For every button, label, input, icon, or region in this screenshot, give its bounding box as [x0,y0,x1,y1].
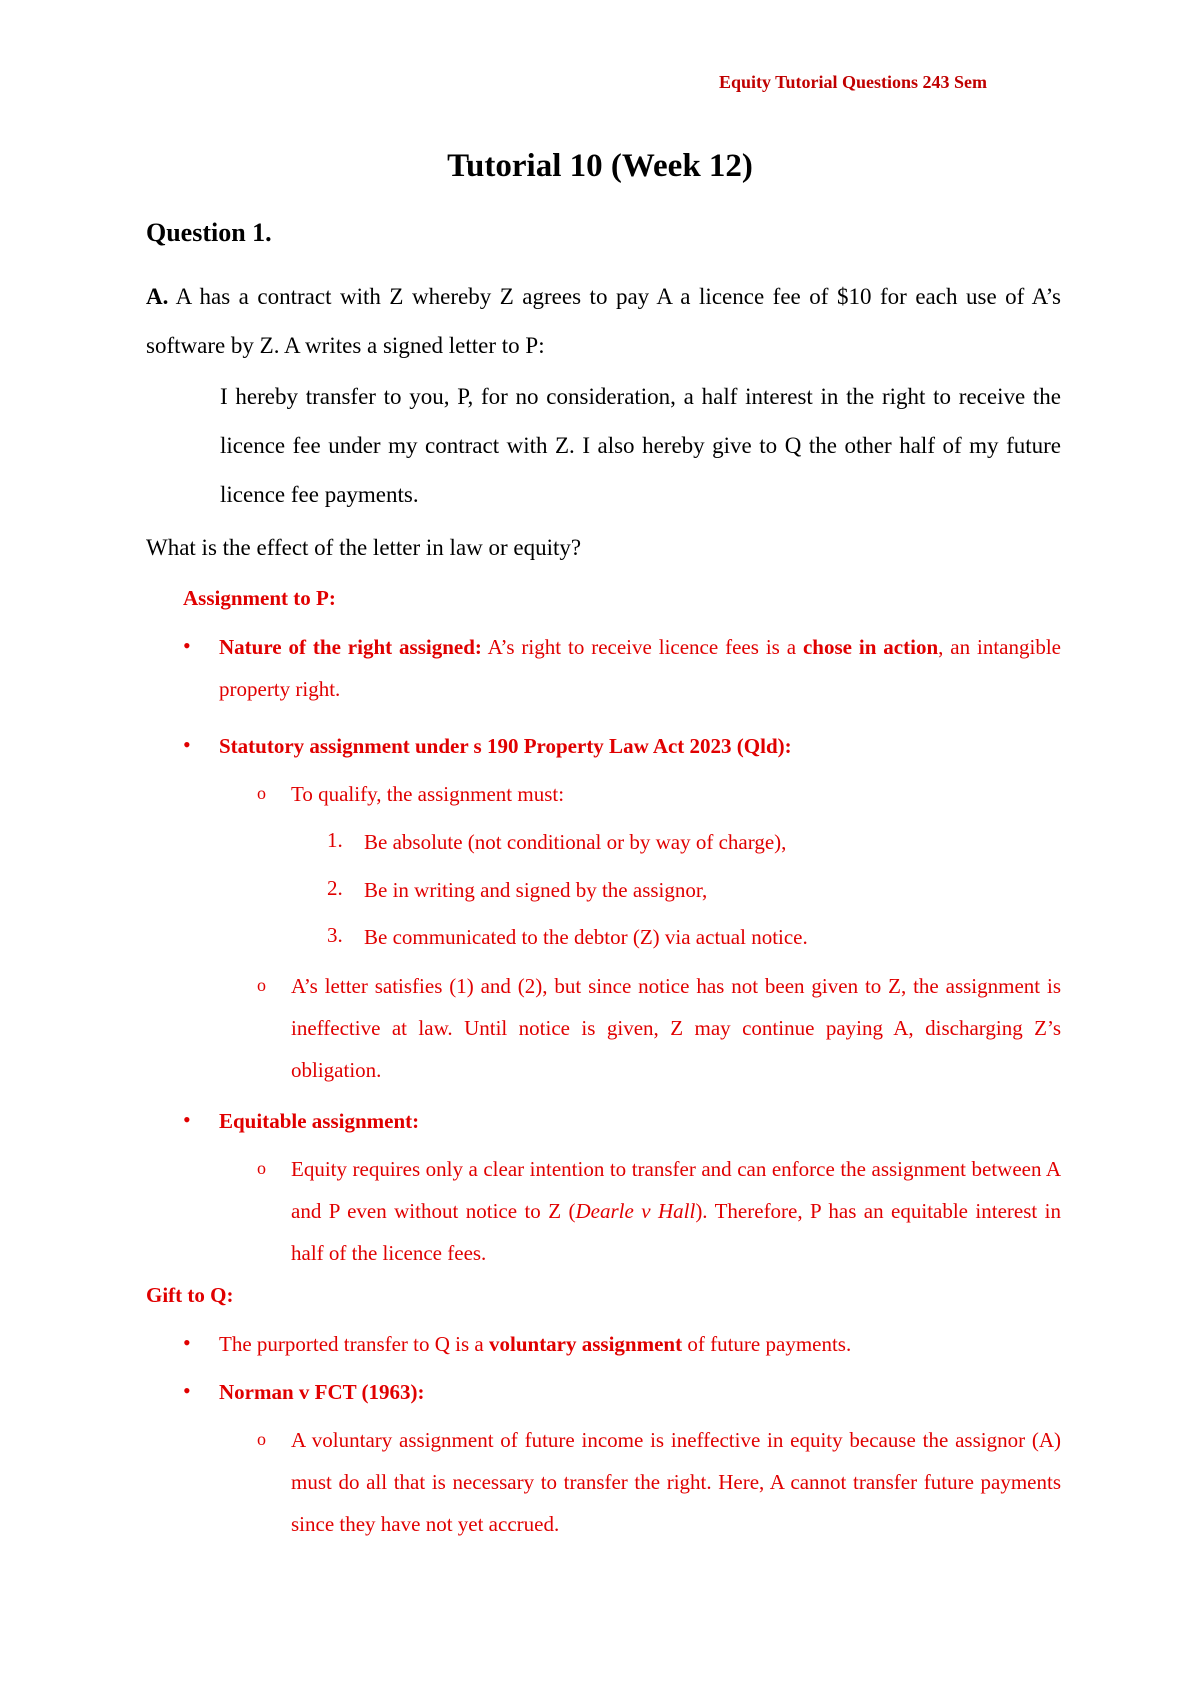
case-citation: Dearle v Hall [575,1199,696,1223]
bullet-marker: • [183,633,191,658]
list-number: 3. [327,923,343,947]
bullet-lead: Nature of the right assigned: [219,635,482,659]
sub-bullet-text: ). Therefore, P has an equitable interest in half of the licence fees. [291,1199,1061,1265]
key-term: voluntary assignment [489,1332,683,1356]
key-term: chose in action [802,635,939,659]
intro-text: A has a contract with Z whereby Z agrees to pay A a licence fee of $10 for each use of A’s software by Z. A writes a signed letter to P: [146,284,1061,358]
gift-heading: Gift to Q: [146,1283,234,1307]
bullet-norman-v-fct [219,1371,1061,1413]
bullet-text: of future payments. [682,1332,852,1356]
question-prompt: What is the effect of the letter in law or equity? [146,535,582,560]
sub-bullet-marker: o [257,1429,266,1449]
bullet-marker: • [183,732,191,757]
bullet-marker: • [183,1107,191,1132]
list-number: 1. [327,828,343,852]
requirement-1: Be absolute (not conditional or by way of charge), [364,830,787,854]
question-intro [146,272,1061,370]
sub-bullet-text: Equity requires only a clear intention to transfer and can enforce the assignment between A and P even without notice to Z ( [291,1157,1061,1223]
question-heading: Question 1. [146,218,272,247]
assignment-heading: Assignment to P: [183,586,336,610]
requirement-2: Be in writing and signed by the assignor, [364,878,708,902]
requirement-3: Be communicated to the debtor (Z) via actual notice. [364,925,808,949]
sub-bullet-letter-effect: A’s letter satisfies (1) and (2), but since notice has not been given to Z, the assignment is ineffective at law. Until notice is given, Z may continue paying A, discharging Z’s obligation. [291,974,1061,1082]
bullet-marker: • [183,1330,191,1355]
sub-bullet-qualify: To qualify, the assignment must: [291,782,565,806]
sub-bullet-marker: o [257,783,266,803]
list-number: 2. [327,876,343,900]
bullet-text: The purported transfer to Q is a [219,1332,489,1356]
bullet-lead: Equitable assignment: [219,1109,420,1133]
sub-bullet-equity [291,1148,1061,1274]
page-title: Tutorial 10 (Week 12) [447,148,753,184]
bullet-voluntary-assignment [219,1323,1061,1365]
sub-bullet-marker: o [257,975,266,995]
case-citation: Norman v FCT (1963): [219,1380,425,1404]
header-note: Equity Tutorial Questions 243 Sem [718,72,987,92]
bullet-text: A’s right to receive licence fees is a [481,635,803,659]
part-label: A. [146,284,169,309]
bullet-lead: Statutory assignment under s 190 Property Law Act 2023 (Qld): [219,734,792,758]
sub-bullet-marker: o [257,1158,266,1178]
sub-bullet-future-income: A voluntary assignment of future income is ineffective in equity because the assignor (A) must do all that is necessary to transfer the right. Here, A cannot transfer future payments since they have not yet accrued. [291,1428,1061,1536]
bullet-statutory-assignment [219,725,1061,767]
bullet-marker: • [183,1378,191,1403]
bullet-text: , an intangible property right. [219,635,1061,701]
letter-quote: I hereby transfer to you, P, for no consideration, a half interest in the right to receive the licence fee under my contract with Z. I also hereby give to Q the other half of my future licence fee payments. [220,384,1061,507]
bullet-equitable-assignment [219,1100,1061,1142]
bullet-nature-of-right [219,626,1061,710]
